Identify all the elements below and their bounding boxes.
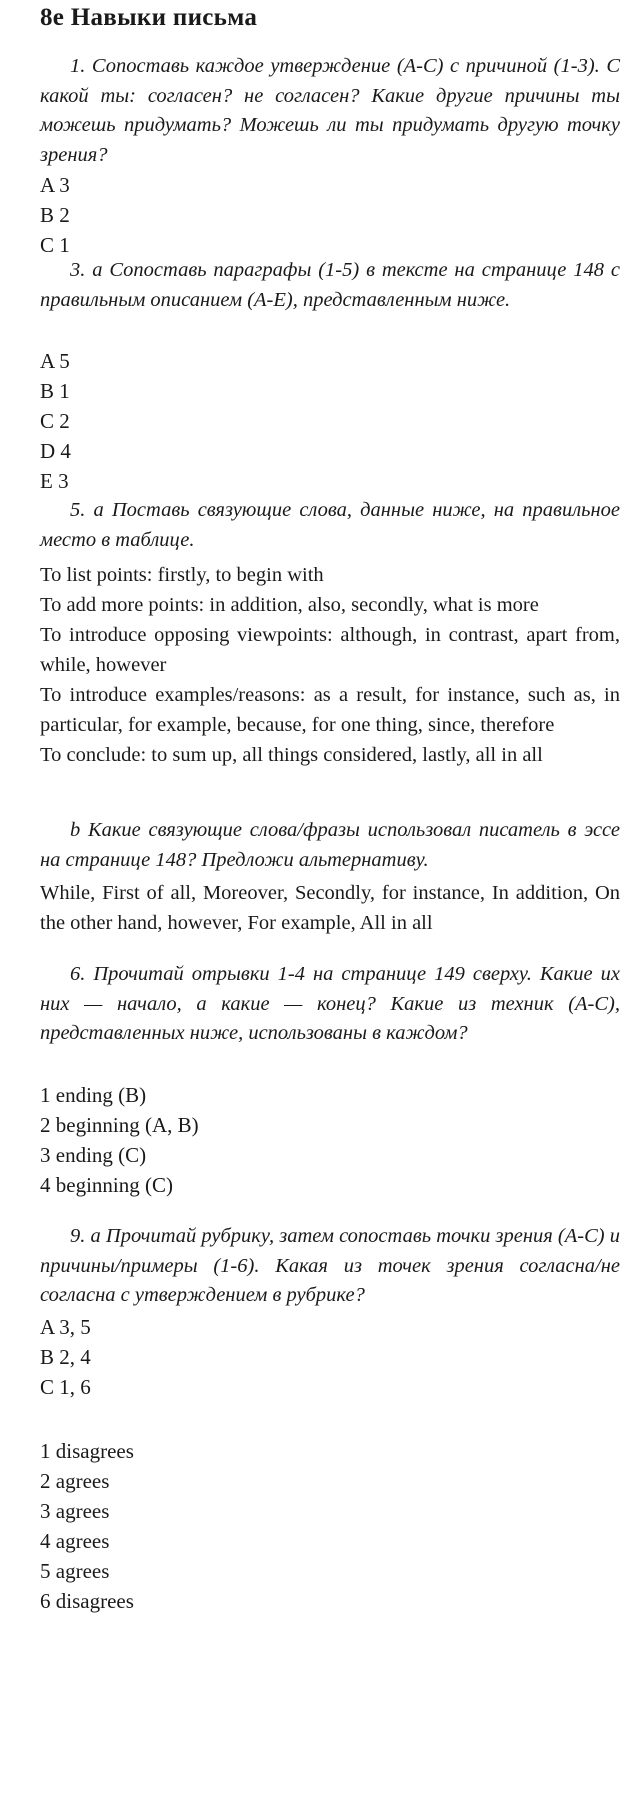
answer-line: B 2, 4: [40, 1345, 91, 1369]
task-6-answers: [40, 1080, 620, 1200]
answer-line: 4 agrees: [40, 1529, 110, 1553]
answer-line: 3 ending (C): [40, 1143, 147, 1167]
task-9-instruction: 9. а Прочитай рубрику, затем сопоставь точки зрения (А-С) и причины/примеры (1-6). Какая из точек зрения согласна/не согласна с утверждением в рубрике?: [40, 1225, 620, 1306]
task-3-instruction: 3. а Сопоставь параграфы (1-5) в тексте на странице 148 с правильным описанием (А-Е), представленным ниже.: [40, 259, 620, 311]
linking-words-line: To list points: firstly, to begin with: [40, 564, 324, 586]
section-title: 8e Навыки письма: [40, 4, 258, 31]
answer-line: C 2: [40, 409, 70, 433]
task-5b-instruction: b Какие связующие слова/фразы использовал писатель в эссе на странице 148? Предложи альтернативу.: [40, 819, 620, 871]
task-6-instruction: 6. Прочитай отрывки 1-4 на странице 149 сверху. Какие их них — начало, а какие — конец? Какие из техник (А-С), представленных ниже, использованы в каждом?: [40, 963, 620, 1044]
answer-line: 4 beginning (C): [40, 1173, 173, 1197]
answer-line: E 3: [40, 469, 69, 493]
linking-words-line: To introduce opposing viewpoints: although, in contrast, apart from, while, however: [40, 624, 620, 676]
answer-line: D 4: [40, 439, 71, 463]
answer-line: B 2: [40, 203, 70, 227]
answer-line: A 5: [40, 349, 70, 373]
task-9-answers-b: [40, 1436, 620, 1616]
answer-line: C 1, 6: [40, 1375, 91, 1399]
answer-line: A 3: [40, 173, 70, 197]
answer-line: 6 disagrees: [40, 1589, 134, 1613]
task-1-answers: [40, 170, 620, 260]
task-5b-answer: While, First of all, Moreover, Secondly, for instance, In addition, On the other hand, however, For example, All in all: [40, 882, 620, 934]
answer-line: 1 disagrees: [40, 1439, 134, 1463]
linking-words-line: To add more points: in addition, also, secondly, what is more: [40, 594, 539, 616]
answer-line: 5 agrees: [40, 1559, 110, 1583]
task-9-answers-a: [40, 1312, 620, 1402]
task-5a-instruction: 5. а Поставь связующие слова, данные ниже, на правильное место в таблице.: [40, 499, 620, 551]
linking-words-line: To introduce examples/reasons: as a result, for instance, such as, in particular, for example, because, for one thing, since, therefore: [40, 684, 620, 736]
answer-line: 1 ending (B): [40, 1083, 147, 1107]
linking-words-line: To conclude: to sum up, all things considered, lastly, all in all: [40, 744, 543, 766]
answer-line: 2 agrees: [40, 1469, 110, 1493]
answer-line: B 1: [40, 379, 70, 403]
answer-line: 3 agrees: [40, 1499, 110, 1523]
answer-line: C 1: [40, 233, 70, 257]
answer-line: A 3, 5: [40, 1315, 91, 1339]
task-5a-linking-words: [40, 560, 620, 770]
answer-line: 2 beginning (A, B): [40, 1113, 199, 1137]
task-1-instruction: 1. Сопоставь каждое утверждение (А-С) с причиной (1-3). С какой ты: согласен? не согласен? Какие другие причины ты можешь придумать? Можешь ли ты придумать другую точку зрения?: [40, 55, 620, 166]
task-3-answers: [40, 346, 620, 496]
